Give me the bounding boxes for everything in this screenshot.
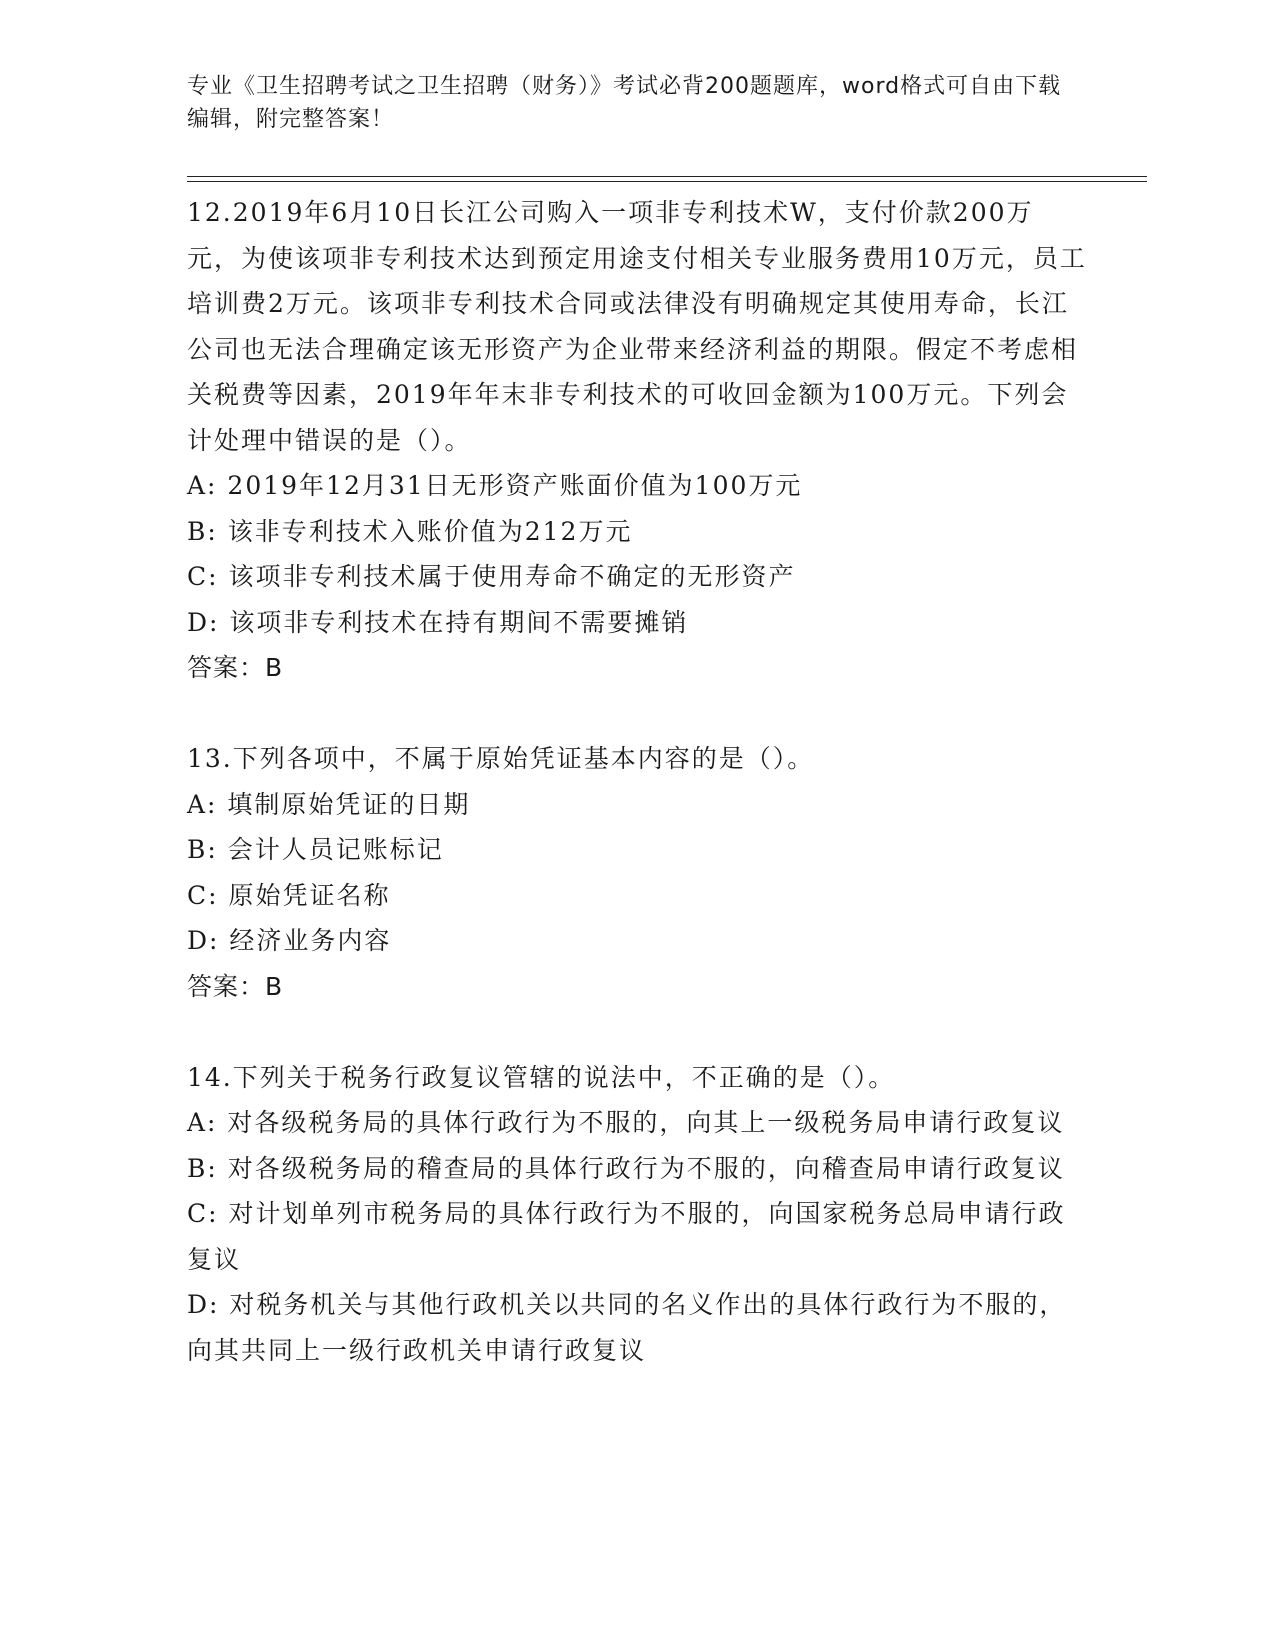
option-b: B: 对各级税务局的稽查局的具体行政行为不服的，向稽查局申请行政复议 [187,1153,1065,1183]
header-divider-top [187,176,1147,177]
spacer [187,1009,1087,1055]
question-list [187,190,1087,1373]
document-header: 专业《卫生招聘考试之卫生招聘（财务）》考试必背200题题库，word格式可自由下载编辑，附完整答案！ [187,74,1062,132]
option-d: D: 经济业务内容 [187,926,392,955]
option-b: B: 该非专利技术入账价值为212万元 [187,516,633,546]
option-d: D: 该项非专利技术在持有期间不需要摊销 [187,607,689,637]
option-a: A: 对各级税务局的具体行政行为不服的，向其上一级税务局申请行政复议 [187,1108,1065,1137]
answer: 答案：B [187,653,284,682]
option-d: D: 对税务机关与其他行政机关以共同的名义作出的具体行政行为不服的，向其共同上一级行政机关申请行政复议 [187,1290,1067,1365]
option-a: A: 2019年12月31日无形资产账面价值为100万元 [187,471,803,500]
question-stem: 13.下列各项中，不属于原始凭证基本内容的是（）。 [187,744,815,773]
header-divider-bottom [187,181,1147,182]
answer: 答案：B [187,971,284,1001]
option-c: C: 原始凭证名称 [187,880,391,910]
option-a: A: 填制原始凭证的日期 [187,789,471,819]
question-stem: 12.2019年6月10日长江公司购入一项非专利技术W，支付价款200万元，为使该项非专利技术达到预定用途支付相关专业服务费用10万元，员工培训费2万元。该项非专利技术合同或法律没有明确规定其使用寿命，长江公司也无法合理确定该无形资产为企业带来经济利益的期限。假定不考虑相关税费等因素，2019年年末非专利技术的可收回金额为100万元。下列会计处理中错误的是（）。 [187,198,1087,455]
option-c: C: 该项非专利技术属于使用寿命不确定的无形资产 [187,562,796,591]
question-12 [187,190,1087,691]
question-14 [187,1055,1087,1374]
option-c: C: 对计划单列市税务局的具体行政行为不服的，向国家税务总局申请行政复议 [187,1199,1066,1274]
question-13 [187,736,1087,1009]
spacer [187,691,1087,737]
option-b: B: 会计人员记账标记 [187,835,444,864]
question-stem: 14.下列关于税务行政复议管辖的说法中，不正确的是（）。 [187,1062,896,1092]
